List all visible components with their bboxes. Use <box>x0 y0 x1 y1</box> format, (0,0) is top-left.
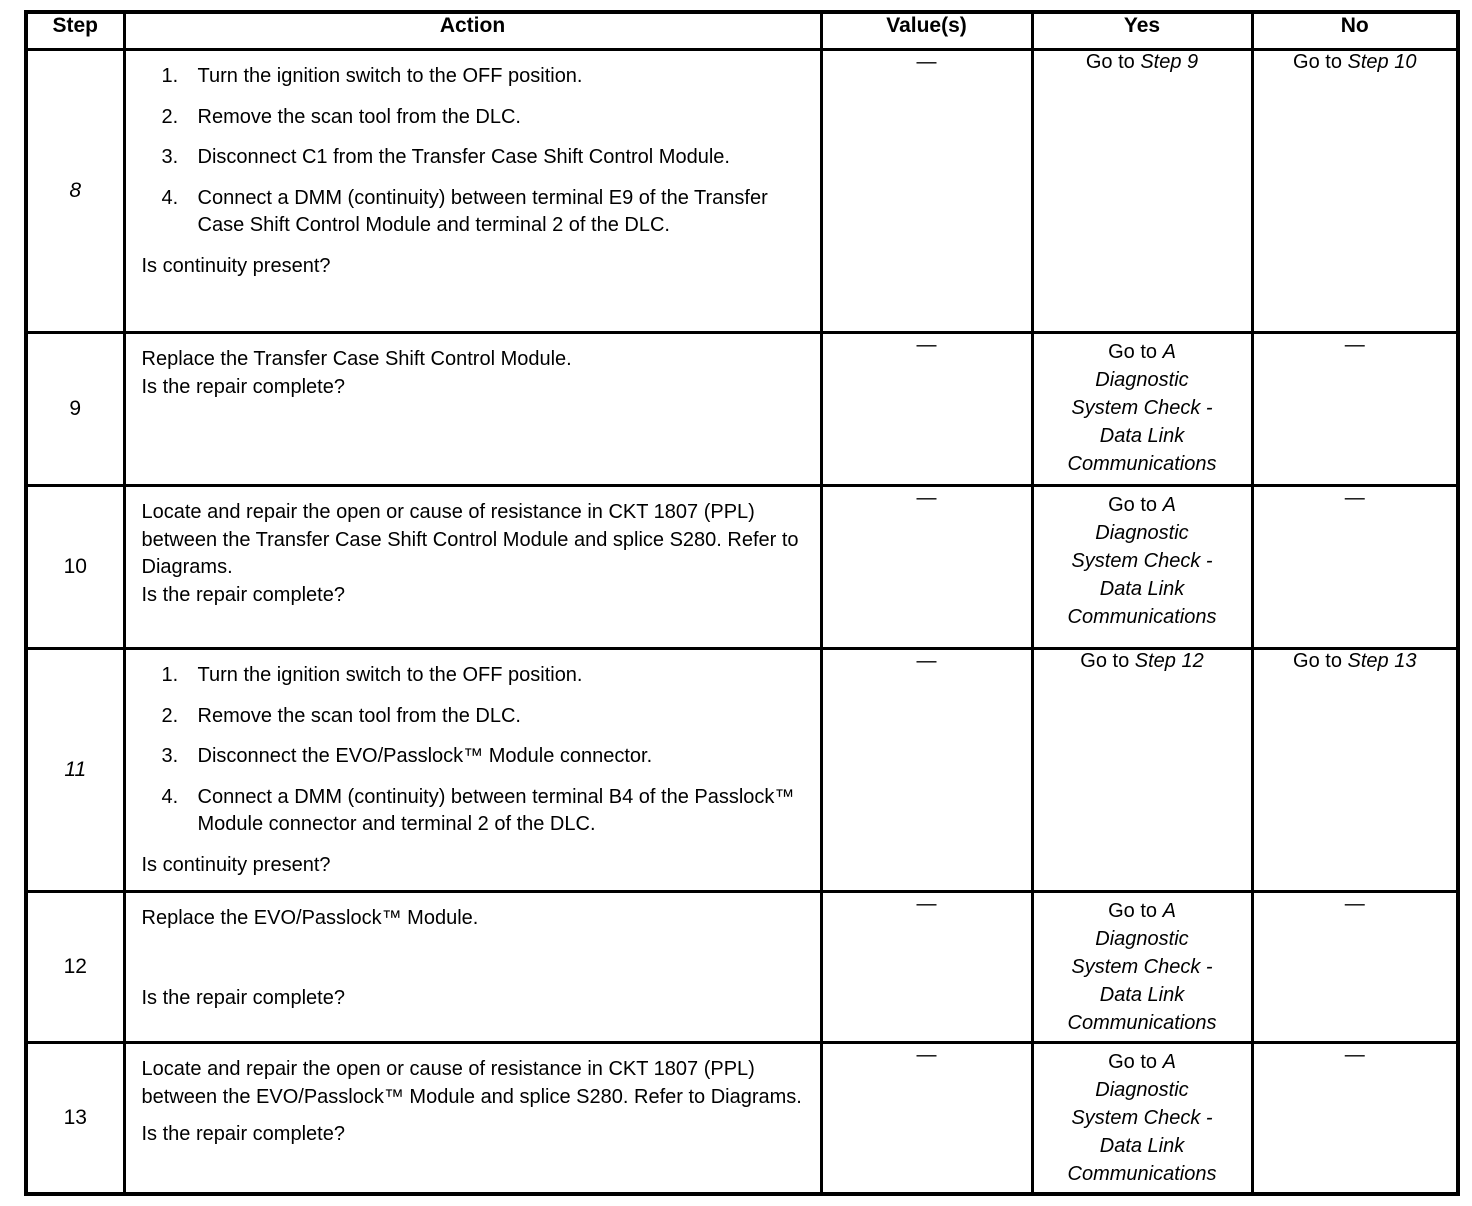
goto-step-ref: Step 10 <box>1347 51 1417 73</box>
table-body <box>26 50 1458 1195</box>
no-cell <box>1252 1043 1458 1195</box>
goto-step-text <box>1293 650 1416 673</box>
yes-cell-goto-check <box>1034 1044 1251 1192</box>
goto-check-line: Communications <box>1067 453 1217 475</box>
action-question: Is the repair complete? <box>141 375 345 398</box>
goto-check-line: Diagnostic <box>1095 928 1189 950</box>
value-dash: — <box>916 334 937 356</box>
action-step-item <box>162 662 810 690</box>
action-step-text: Connect a DMM (continuity) between terminal E9 of the Transfer Case Shift Control Module and terminal 2 of the DLC. <box>197 186 768 237</box>
header-no: No <box>1252 12 1458 50</box>
goto-prefix: Go to <box>1293 51 1348 73</box>
action-content <box>126 487 820 617</box>
no-cell-dash: — <box>1344 487 1365 509</box>
step-cell <box>26 50 124 333</box>
action-step-number: 4. <box>161 785 179 808</box>
diagnostic-table <box>24 10 1460 1196</box>
value-dash: — <box>916 650 937 672</box>
no-cell-dash: — <box>1344 893 1365 915</box>
goto-step-ref: Step 13 <box>1347 650 1417 672</box>
action-step-text: Connect a DMM (continuity) between terminal B4 of the Passlock™ Module connector and terminal 2 of the DLC. <box>197 785 795 836</box>
action-cell <box>124 649 821 892</box>
header-action: Action <box>124 12 821 50</box>
goto-check-line: Data Link <box>1099 425 1185 447</box>
goto-check-line <box>1108 1048 1176 1076</box>
goto-check-line: System Check - <box>1071 550 1213 572</box>
goto-check-ref: A <box>1162 341 1176 363</box>
yes-cell-goto-check <box>1034 893 1251 1041</box>
goto-step-text <box>1293 51 1416 74</box>
action-step-text: Remove the scan tool from the DLC. <box>197 704 521 727</box>
goto-prefix: Go to <box>1108 900 1163 922</box>
no-cell <box>1252 649 1458 892</box>
action-step-item <box>162 743 810 771</box>
table-row <box>26 486 1458 649</box>
goto-check-line <box>1108 897 1176 925</box>
action-step-text: Disconnect the EVO/Passlock™ Module connector. <box>197 745 653 768</box>
action-step-number: 3. <box>161 146 179 169</box>
step-cell <box>26 1043 124 1195</box>
yes-cell-goto <box>1034 650 1251 679</box>
yes-cell <box>1032 50 1252 333</box>
action-cell <box>124 333 821 486</box>
action-content <box>126 650 820 888</box>
step-number: 11 <box>64 758 87 781</box>
goto-prefix: Go to <box>1085 51 1141 73</box>
value-cell <box>821 50 1032 333</box>
action-question: Is the repair complete? <box>141 986 345 1009</box>
goto-check-line: Communications <box>1067 606 1217 628</box>
goto-check-ref: A <box>1162 494 1176 516</box>
yes-cell <box>1032 892 1252 1043</box>
goto-prefix: Go to <box>1108 1051 1163 1073</box>
no-cell-dash: — <box>1344 1044 1365 1066</box>
action-question: Is continuity present? <box>141 853 331 876</box>
yes-cell <box>1032 649 1252 892</box>
table-header <box>26 12 1458 50</box>
goto-step-text <box>1086 51 1198 74</box>
goto-check-line: Data Link <box>1099 984 1185 1006</box>
step-cell <box>26 649 124 892</box>
value-cell <box>821 1043 1032 1195</box>
no-cell-dash: — <box>1344 334 1365 356</box>
yes-cell-goto-check <box>1034 334 1251 482</box>
action-step-number: 1. <box>161 65 179 87</box>
action-step-item <box>162 144 810 172</box>
action-steps-list <box>142 63 810 253</box>
action-step-text: Disconnect C1 from the Transfer Case Shift Control Module. <box>197 146 730 169</box>
goto-check-line <box>1108 338 1176 366</box>
step-number: 13 <box>63 1106 87 1129</box>
action-content <box>126 334 820 409</box>
no-cell <box>1252 50 1458 333</box>
action-step-number: 4. <box>161 186 179 209</box>
value-cell <box>821 486 1032 649</box>
goto-check-line: Diagnostic <box>1095 1079 1189 1101</box>
step-number: 8 <box>69 179 82 202</box>
action-instruction: Replace the EVO/Passlock™ Module. <box>141 907 479 929</box>
table-row <box>26 333 1458 486</box>
action-cell <box>124 50 821 333</box>
goto-check-line: Diagnostic <box>1095 369 1189 391</box>
value-dash: — <box>916 1044 937 1066</box>
header-step: Step <box>26 12 124 50</box>
no-cell <box>1252 486 1458 649</box>
no-cell-goto <box>1254 650 1457 679</box>
goto-prefix: Go to <box>1293 650 1348 672</box>
action-step-text: Turn the ignition switch to the OFF position. <box>197 65 583 87</box>
action-instruction: Replace the Transfer Case Shift Control Module. <box>141 348 572 370</box>
goto-step-ref: Step 12 <box>1134 650 1204 672</box>
table-row <box>26 50 1458 333</box>
table-row <box>26 892 1458 1043</box>
header-row <box>26 12 1458 50</box>
goto-check-ref: A <box>1162 900 1176 922</box>
action-instruction: Locate and repair the open or cause of resistance in CKT 1807 (PPL) between the Transfer Case Shift Control Module and splice S280. Refer to Diagrams. <box>141 501 799 579</box>
action-step-number: 1. <box>161 664 179 686</box>
goto-prefix: Go to <box>1108 341 1163 363</box>
action-cell <box>124 486 821 649</box>
value-dash: — <box>916 51 937 73</box>
no-cell <box>1252 892 1458 1043</box>
action-step-text: Remove the scan tool from the DLC. <box>197 105 521 128</box>
action-question: Is continuity present? <box>141 254 331 277</box>
step-cell <box>26 333 124 486</box>
no-cell-goto <box>1254 51 1457 80</box>
table-row <box>26 649 1458 892</box>
action-content <box>126 51 820 289</box>
action-step-item <box>162 703 810 731</box>
header-yes: Yes <box>1032 12 1252 50</box>
step-number: 12 <box>63 955 87 978</box>
action-steps-list <box>142 662 810 852</box>
goto-step-text <box>1080 650 1203 673</box>
goto-check-line: System Check - <box>1071 956 1213 978</box>
action-step-number: 2. <box>161 105 179 128</box>
action-cell <box>124 892 821 1043</box>
no-cell <box>1252 333 1458 486</box>
action-step-item <box>162 784 810 839</box>
step-number: 9 <box>69 397 82 420</box>
value-cell <box>821 333 1032 486</box>
value-dash: — <box>916 893 937 915</box>
header-values: Value(s) <box>821 12 1032 50</box>
goto-check-line: System Check - <box>1071 397 1213 419</box>
action-instruction: Locate and repair the open or cause of resistance in CKT 1807 (PPL) between the EVO/Passlock™ Module and splice S280. Refer to Diagrams. <box>141 1058 802 1108</box>
value-dash: — <box>916 487 937 509</box>
action-step-item <box>162 185 810 240</box>
step-cell <box>26 892 124 1043</box>
step-number: 10 <box>63 555 87 578</box>
yes-cell <box>1032 1043 1252 1195</box>
goto-check-line: Communications <box>1067 1163 1217 1185</box>
action-step-number: 2. <box>161 704 179 727</box>
yes-cell <box>1032 486 1252 649</box>
action-question: Is the repair complete? <box>141 1123 345 1146</box>
value-cell <box>821 649 1032 892</box>
action-content <box>126 893 820 1020</box>
action-cell <box>124 1043 821 1195</box>
value-cell <box>821 892 1032 1043</box>
goto-check-line: Data Link <box>1099 1135 1185 1157</box>
goto-check-line: Communications <box>1067 1012 1217 1034</box>
yes-cell-goto <box>1034 51 1251 80</box>
action-content <box>126 1044 820 1157</box>
goto-check-line <box>1108 491 1176 519</box>
goto-check-ref: A <box>1162 1051 1176 1073</box>
action-step-text: Turn the ignition switch to the OFF position. <box>197 664 583 686</box>
goto-check-line: Data Link <box>1099 578 1185 600</box>
action-step-number: 3. <box>161 745 179 768</box>
yes-cell <box>1032 333 1252 486</box>
goto-step-ref: Step 9 <box>1140 51 1199 73</box>
goto-prefix: Go to <box>1080 650 1135 672</box>
goto-check-line: Diagnostic <box>1095 522 1189 544</box>
action-step-item <box>162 104 810 132</box>
step-cell <box>26 486 124 649</box>
table-row <box>26 1043 1458 1195</box>
action-question: Is the repair complete? <box>141 583 345 606</box>
goto-check-line: System Check - <box>1071 1107 1213 1129</box>
goto-prefix: Go to <box>1108 494 1163 516</box>
action-step-item <box>162 63 810 91</box>
yes-cell-goto-check <box>1034 487 1251 635</box>
